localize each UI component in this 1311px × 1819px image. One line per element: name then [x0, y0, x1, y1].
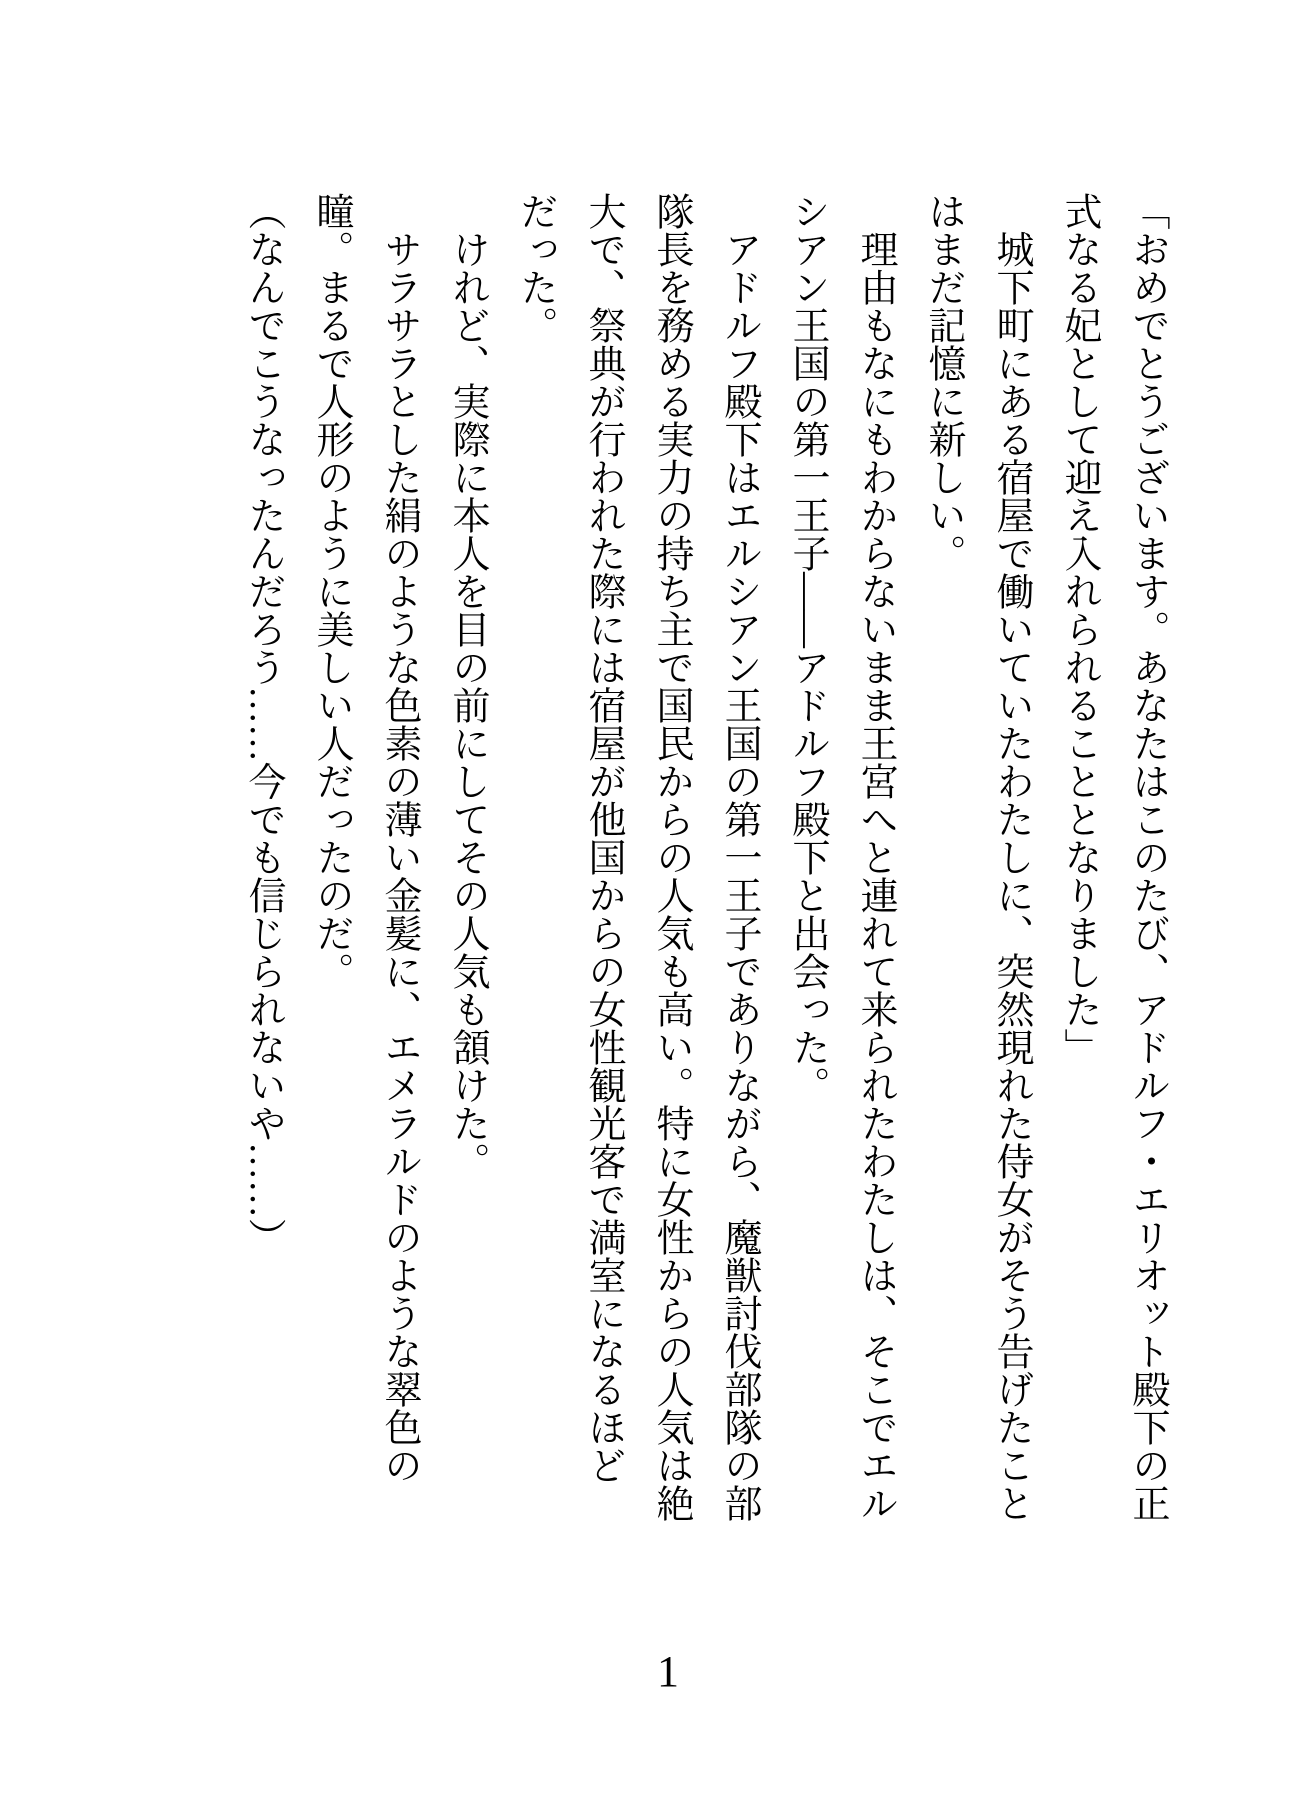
page-number: 1 — [657, 1647, 679, 1696]
text-line: けれど、実際に本人を目の前にしてその人気も頷けた。 — [446, 230, 488, 1180]
text-line: 大で、祭典が行われた際には宿屋が他国からの女性観光客で満室になるほど — [582, 192, 624, 1484]
text-line: 式なる妃として迎え入れられることとなりました」 — [1058, 192, 1100, 1066]
paragraph — [297, 192, 433, 1570]
text-line: 「おめでとうございます。あなたはこのたび、アドルフ・エリオット殿下の正 — [1126, 192, 1168, 1522]
text-line: サラサラとした絹のような色素の薄い金髪に、エメラルドのような翠色の — [378, 230, 420, 1484]
text-line: 理由もなにもわからないまま王宮へと連れて来られたわたしは、そこでエル — [854, 230, 896, 1522]
paragraph — [501, 192, 773, 1570]
paragraph — [909, 192, 1045, 1570]
vertical-text-block — [229, 192, 1181, 1570]
text-line: はまだ記憶に新しい。 — [922, 192, 964, 572]
text-line: 城下町にある宿屋で働いていたわたしに、突然現れた侍女がそう告げたこと — [990, 230, 1032, 1522]
text-line: 瞳。まるで人形のように美しい人だったのだ。 — [310, 192, 352, 990]
text-line: アドルフ殿下はエルシアン王国の第一王子でありながら、魔獣討伐部隊の部 — [718, 230, 760, 1522]
text-line: 隊長を務める実力の持ち主で国民からの人気も高い。特に女性からの人気は絶 — [650, 192, 692, 1522]
paragraph — [229, 192, 297, 1570]
paragraph — [433, 192, 501, 1570]
text-line: シアン王国の第一王子――アドルフ殿下と出会った。 — [786, 192, 828, 1104]
text-line: だった。 — [514, 192, 556, 344]
paragraph — [773, 192, 909, 1570]
paragraph — [1045, 192, 1181, 1570]
text-line: （なんでこうなったんだろう……今でも信じられないや……） — [242, 192, 284, 1256]
